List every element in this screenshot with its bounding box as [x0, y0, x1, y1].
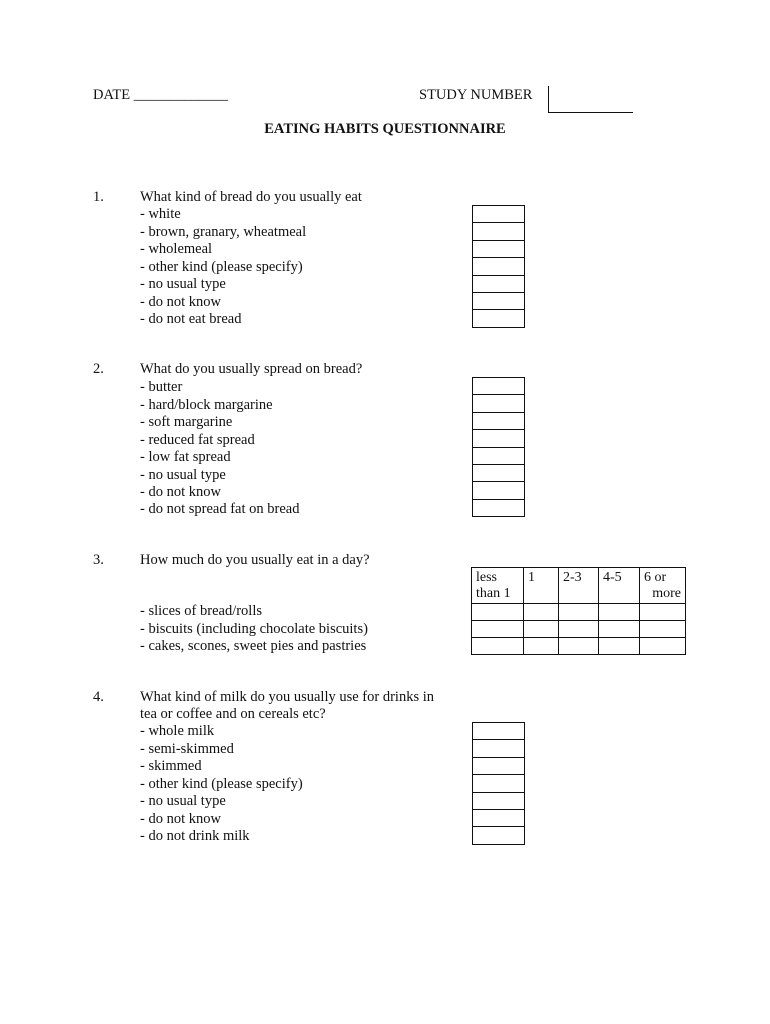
q1-option: - wholemeal — [140, 241, 213, 257]
grid-cell[interactable] — [559, 604, 599, 621]
study-number-label: STUDY NUMBER — [419, 87, 533, 103]
q1-option: - do not know — [140, 293, 221, 310]
q2-option: - butter — [140, 379, 183, 395]
page-title: EATING HABITS QUESTIONNAIRE — [264, 121, 506, 137]
frequency-grid — [471, 567, 686, 655]
q4-checkbox-column — [472, 722, 525, 845]
question-3-number: 3. — [93, 552, 104, 568]
checkbox[interactable] — [473, 430, 524, 447]
checkbox[interactable] — [473, 413, 524, 430]
checkbox[interactable] — [473, 293, 524, 310]
date-field[interactable] — [93, 87, 228, 104]
grid-cell[interactable] — [472, 604, 524, 621]
q1-option: - no usual type — [140, 276, 226, 292]
grid-row-cakes — [472, 638, 686, 655]
checkbox[interactable] — [473, 740, 524, 757]
study-number-box[interactable] — [548, 86, 633, 113]
column-header-4-5: 4-5 — [599, 568, 640, 604]
grid-cell[interactable] — [524, 638, 559, 655]
checkbox[interactable] — [473, 465, 524, 482]
q4-option: - no usual type — [140, 793, 226, 809]
checkbox[interactable] — [473, 793, 524, 810]
q1-option: - do not eat bread — [140, 311, 242, 327]
checkbox[interactable] — [473, 378, 524, 395]
question-1-text: What kind of bread do you usually eat — [140, 189, 362, 205]
checkbox[interactable] — [473, 206, 524, 223]
grid-cell[interactable] — [599, 638, 640, 655]
q4-option: - other kind (please specify) — [140, 775, 303, 792]
checkbox[interactable] — [473, 775, 524, 792]
q1-option: - other kind (please specify) — [140, 258, 303, 275]
grid-cell[interactable] — [472, 621, 524, 638]
q2-option: - no usual type — [140, 466, 226, 483]
question-2-number: 2. — [93, 361, 104, 377]
checkbox[interactable] — [473, 258, 524, 275]
question-4-text-line1: What kind of milk do you usually use for drinks in — [140, 689, 434, 705]
question-4-number: 4. — [93, 689, 104, 705]
column-header-6-or-more: 6 or more — [640, 568, 686, 604]
checkbox[interactable] — [473, 500, 524, 516]
grid-cell[interactable] — [599, 604, 640, 621]
column-header-2-3: 2-3 — [559, 568, 599, 604]
grid-cell[interactable] — [640, 621, 686, 638]
question-3-text: How much do you usually eat in a day? — [140, 552, 370, 568]
q4-option: - semi-skimmed — [140, 740, 234, 757]
grid-cell[interactable] — [524, 621, 559, 638]
checkbox[interactable] — [473, 395, 524, 412]
q2-checkbox-column — [472, 377, 525, 517]
q2-option: - hard/block margarine — [140, 396, 273, 413]
checkbox[interactable] — [473, 223, 524, 240]
checkbox[interactable] — [473, 758, 524, 775]
q4-option: - whole milk — [140, 723, 215, 739]
question-1-number: 1. — [93, 189, 104, 205]
q2-option: - do not spread fat on bread — [140, 501, 300, 517]
grid-cell[interactable] — [472, 638, 524, 655]
column-header-1: 1 — [524, 568, 559, 604]
question-2-text: What do you usually spread on bread? — [140, 361, 363, 377]
date-label: DATE — [93, 87, 131, 103]
grid-cell[interactable] — [559, 621, 599, 638]
checkbox[interactable] — [473, 310, 524, 326]
q3-option: - cakes, scones, sweet pies and pastries — [140, 638, 367, 654]
q1-option: - white — [140, 206, 181, 222]
grid-cell[interactable] — [640, 604, 686, 621]
column-header-less-than-1: less than 1 — [472, 568, 524, 604]
q3-option: - biscuits (including chocolate biscuits) — [140, 620, 368, 637]
checkbox[interactable] — [473, 827, 524, 843]
checkbox[interactable] — [473, 241, 524, 258]
checkbox[interactable] — [473, 482, 524, 499]
q2-option: - reduced fat spread — [140, 431, 255, 448]
checkbox[interactable] — [473, 276, 524, 293]
q2-option: - low fat spread — [140, 449, 231, 465]
q4-option: - skimmed — [140, 758, 202, 774]
q1-checkbox-column — [472, 205, 525, 328]
grid-cell[interactable] — [640, 638, 686, 655]
q3-option: - slices of bread/rolls — [140, 603, 263, 619]
q2-option: - soft margarine — [140, 414, 233, 430]
grid-cell[interactable] — [599, 621, 640, 638]
grid-cell[interactable] — [559, 638, 599, 655]
grid-row-biscuits — [472, 621, 686, 638]
checkbox[interactable] — [473, 723, 524, 740]
q4-option: - do not drink milk — [140, 828, 250, 844]
date-blank[interactable]: _____________ — [133, 87, 228, 103]
grid-row-bread — [472, 604, 686, 621]
q4-option: - do not know — [140, 810, 221, 827]
q2-option: - do not know — [140, 484, 221, 500]
q1-option: - brown, granary, wheatmeal — [140, 223, 307, 240]
checkbox[interactable] — [473, 810, 524, 827]
grid-cell[interactable] — [524, 604, 559, 621]
checkbox[interactable] — [473, 448, 524, 465]
question-4-text-line2: tea or coffee and on cereals etc? — [140, 706, 326, 722]
